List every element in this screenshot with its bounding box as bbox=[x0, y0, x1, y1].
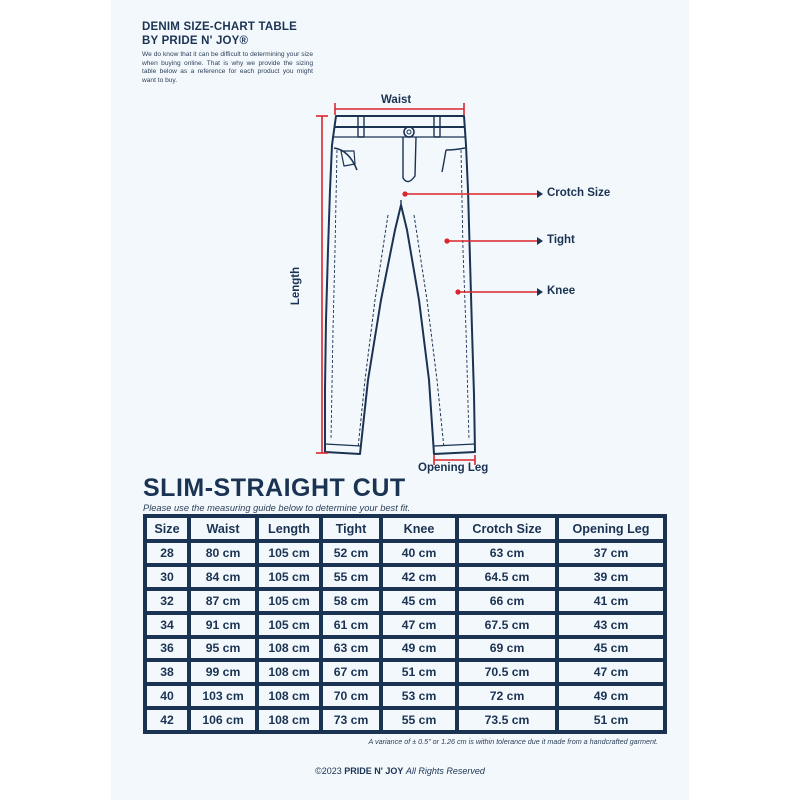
header-crotch-size: Crotch Size bbox=[456, 517, 556, 540]
cell-tight: 61 cm bbox=[320, 612, 380, 636]
header-size: Size bbox=[146, 517, 188, 540]
cell-waist: 99 cm bbox=[188, 659, 256, 683]
cell-length: 105 cm bbox=[256, 564, 320, 588]
cell-crotch-size: 67.5 cm bbox=[456, 612, 556, 636]
cell-knee: 49 cm bbox=[380, 636, 456, 660]
table-row bbox=[146, 540, 664, 564]
fly bbox=[403, 137, 416, 182]
table-row bbox=[146, 564, 664, 588]
cell-crotch-size: 70.5 cm bbox=[456, 659, 556, 683]
cell-waist: 103 cm bbox=[188, 683, 256, 707]
cell-crotch-size: 69 cm bbox=[456, 636, 556, 660]
cell-length: 108 cm bbox=[256, 659, 320, 683]
right-pocket bbox=[446, 148, 465, 150]
table-row bbox=[146, 636, 664, 660]
cell-waist: 106 cm bbox=[188, 707, 256, 731]
cell-tight: 58 cm bbox=[320, 588, 380, 612]
cell-size: 36 bbox=[146, 636, 188, 660]
intro-text: We do know that it can be difficult to determining your size when buying online. That is why we provide the sizing table below as a reference for each product you might want to buy. bbox=[142, 51, 313, 84]
cell-length: 108 cm bbox=[256, 707, 320, 731]
cell-opening-leg: 43 cm bbox=[556, 612, 664, 636]
footer-rights: All Rights Reserved bbox=[405, 766, 485, 776]
cell-knee: 51 cm bbox=[380, 659, 456, 683]
cell-tight: 55 cm bbox=[320, 564, 380, 588]
header-waist: Waist bbox=[188, 517, 256, 540]
cell-tight: 52 cm bbox=[320, 540, 380, 564]
cell-crotch-size: 73.5 cm bbox=[456, 707, 556, 731]
footer-brand: PRIDE N' JOY bbox=[344, 766, 404, 776]
tight-label: Tight bbox=[547, 234, 575, 246]
cell-length: 105 cm bbox=[256, 540, 320, 564]
cell-length: 108 cm bbox=[256, 636, 320, 660]
header-knee: Knee bbox=[380, 517, 456, 540]
header-length: Length bbox=[256, 517, 320, 540]
table-row bbox=[146, 612, 664, 636]
opening-leg-label: Opening Leg bbox=[418, 462, 489, 474]
section-subtitle: Please use the measuring guide below to determine your best fit. bbox=[143, 503, 411, 513]
cell-tight: 67 cm bbox=[320, 659, 380, 683]
cell-waist: 95 cm bbox=[188, 636, 256, 660]
length-label: Length bbox=[290, 266, 303, 306]
cell-crotch-size: 66 cm bbox=[456, 588, 556, 612]
footer bbox=[111, 766, 689, 776]
table-row bbox=[146, 707, 664, 731]
cell-size: 38 bbox=[146, 659, 188, 683]
cell-opening-leg: 39 cm bbox=[556, 564, 664, 588]
cell-knee: 40 cm bbox=[380, 540, 456, 564]
knee-label: Knee bbox=[547, 285, 576, 297]
size-table bbox=[143, 514, 667, 734]
header-title-line-2: BY PRIDE N' JOY® bbox=[142, 35, 249, 47]
cell-size: 42 bbox=[146, 707, 188, 731]
cell-length: 105 cm bbox=[256, 612, 320, 636]
cell-length: 108 cm bbox=[256, 683, 320, 707]
cell-knee: 55 cm bbox=[380, 707, 456, 731]
cell-tight: 73 cm bbox=[320, 707, 380, 731]
cell-knee: 53 cm bbox=[380, 683, 456, 707]
cell-opening-leg: 37 cm bbox=[556, 540, 664, 564]
cell-waist: 87 cm bbox=[188, 588, 256, 612]
cell-crotch-size: 63 cm bbox=[456, 540, 556, 564]
cell-waist: 91 cm bbox=[188, 612, 256, 636]
cell-opening-leg: 45 cm bbox=[556, 636, 664, 660]
size-chart-page bbox=[111, 0, 689, 800]
cell-knee: 42 cm bbox=[380, 564, 456, 588]
cell-opening-leg: 49 cm bbox=[556, 683, 664, 707]
crotch-size-label: Crotch Size bbox=[547, 187, 611, 199]
footer-copyright: ©2023 bbox=[315, 766, 342, 776]
header-title-line-1: DENIM SIZE-CHART TABLE bbox=[142, 21, 297, 33]
tolerance-note: A variance of ± 0.5" or 1.26 cm is within tolerance due it made from a handcrafted garment. bbox=[368, 737, 658, 746]
cell-waist: 80 cm bbox=[188, 540, 256, 564]
table-row bbox=[146, 659, 664, 683]
table-header-row bbox=[146, 517, 664, 540]
cell-tight: 63 cm bbox=[320, 636, 380, 660]
jeans-diagram bbox=[111, 0, 689, 480]
cell-crotch-size: 72 cm bbox=[456, 683, 556, 707]
cell-size: 34 bbox=[146, 612, 188, 636]
cell-opening-leg: 41 cm bbox=[556, 588, 664, 612]
cell-size: 32 bbox=[146, 588, 188, 612]
cell-opening-leg: 51 cm bbox=[556, 707, 664, 731]
table-row bbox=[146, 683, 664, 707]
cell-knee: 45 cm bbox=[380, 588, 456, 612]
cell-tight: 70 cm bbox=[320, 683, 380, 707]
cell-knee: 47 cm bbox=[380, 612, 456, 636]
cell-opening-leg: 47 cm bbox=[556, 659, 664, 683]
cell-size: 28 bbox=[146, 540, 188, 564]
header-tight: Tight bbox=[320, 517, 380, 540]
cell-length: 105 cm bbox=[256, 588, 320, 612]
cell-size: 30 bbox=[146, 564, 188, 588]
section-title: SLIM-STRAIGHT CUT bbox=[143, 474, 406, 502]
waist-label: Waist bbox=[381, 94, 412, 106]
cell-waist: 84 cm bbox=[188, 564, 256, 588]
cell-size: 40 bbox=[146, 683, 188, 707]
header-opening-leg: Opening Leg bbox=[556, 517, 664, 540]
table-row bbox=[146, 588, 664, 612]
cell-crotch-size: 64.5 cm bbox=[456, 564, 556, 588]
jeans-outline bbox=[325, 116, 475, 454]
